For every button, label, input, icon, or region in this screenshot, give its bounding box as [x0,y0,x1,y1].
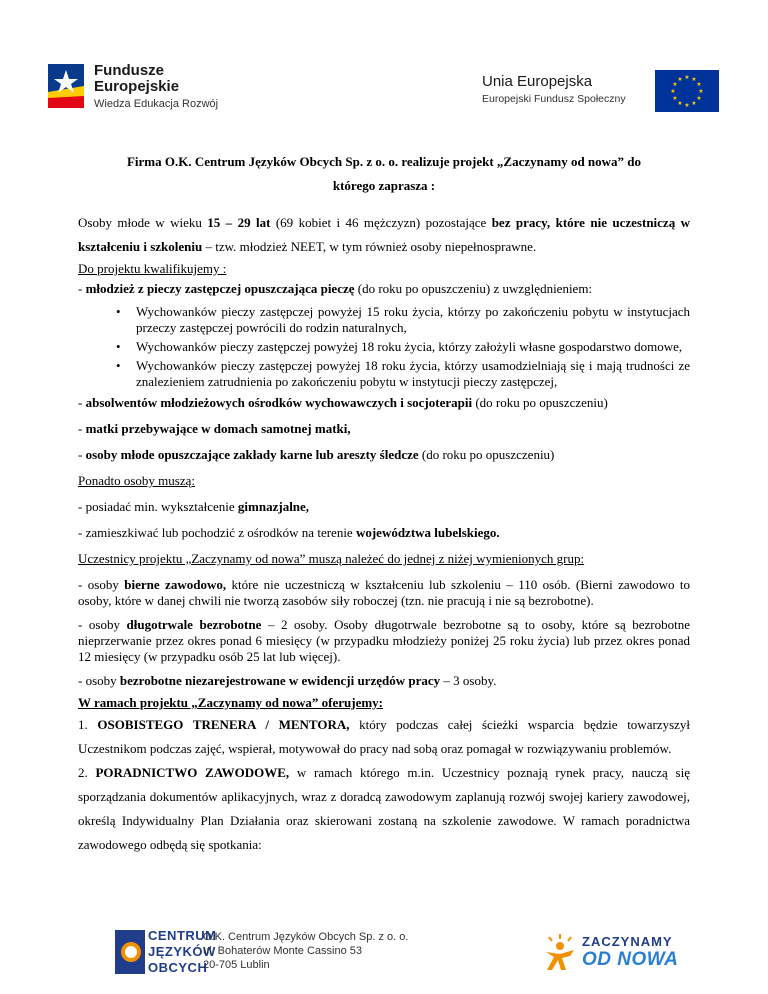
groups-passive-prefix: - osoby [78,577,125,592]
svg-text:★: ★ [684,74,690,81]
qualify-foster-rest: (do roku po opuszczeniu) z uwzględnieniem: [354,281,593,296]
qualify-prison-prefix: - [78,447,86,462]
svg-text:★: ★ [672,95,678,102]
svg-text:★: ★ [670,88,676,95]
qualify-prison-bold: osoby młode opuszczające zakłady karne lub areszty śledcze [85,447,419,462]
groups-longterm-bold: długotrwale bezrobotne [126,617,262,632]
qualify-mothers [78,419,690,439]
offer-item-2-bold: PORADNICTWO ZAWODOWE, [95,765,290,780]
cjo-address-line: ul. Bohaterów Monte Cassino 53 [203,945,362,957]
must-education-bold: gimnazjalne, [237,499,310,514]
groups-longterm-prefix: - osoby [78,617,127,632]
cjo-word: OBCYCH [148,960,208,975]
fe-logo-line2: Europejskie [94,78,180,95]
intro-text-2: (69 kobiet i 46 mężczyzn) pozostające [270,215,492,230]
qualify-heading: Do projektu kwalifikujemy : [78,261,227,276]
cjo-address-line: O.K. Centrum Języków Obcych Sp. z o. o. [203,931,409,943]
offer-item-2-number: 2. [78,765,96,780]
must-residence-bold: województwa lubelskiego. [355,525,500,540]
intro-text-1: Osoby młode w wieku [78,215,208,230]
must-residence [78,523,690,543]
cjo-word: CENTRUM [148,928,217,943]
groups-longterm [78,617,690,665]
offer-item-counseling [78,761,690,857]
svg-text:★: ★ [696,81,702,88]
qualify-mothers-bold: matki przebywające w domach samotnej matki, [85,421,351,436]
list-item: • Wychowanków pieczy zastępczej powyżej 15 roku życia, którzy po zakończeniu pobytu w instytucjach przeczy zastępczej powrócili do rodzin naturalnych, [78,304,690,336]
cjo-word: JĘZYKÓW [148,944,216,959]
svg-text:★: ★ [677,76,683,83]
svg-text:★: ★ [698,88,704,95]
zaczynamy-od-nowa-logo [540,928,710,978]
svg-text:★: ★ [691,100,697,107]
cjo-address-line: 20-705 Lublin [203,959,270,971]
offer-item-2-rest: w ramach którego m.in. Uczestnicy poznają rynek pracy, nauczą się sporządzania dokumentów aplikacyjnych, wraz z doradcą zawodowym zaplanują rozwój swojej kariery zawodowej, określą Indywidualny Plan Działania oraz skierowani zostaną na szkolenie zawodowe. W ramach poradnictwa zawodowego odbędą się spotkania: [78,765,690,852]
svg-text:★: ★ [691,76,697,83]
eu-flag-icon [655,70,719,112]
document-title [78,150,690,198]
zon-line2: OD NOWA [582,949,679,970]
qualify-foster [78,279,690,299]
document-body [78,150,690,857]
groups-longterm-rest: – 2 osoby. Osoby długotrwale bezrobotne są to osoby, które są bezrobotne nieprzerwanie przez okres ponad 6 miesięcy (w przypadku młodzieży poniżej 25 roku życia) lub przez okres ponad 12 miesięcy (w przypadku osób 25 lat lub więcej). [78,617,691,664]
unia-europejska-logo [482,70,722,110]
must-heading: Ponadto osoby muszą: [78,473,195,488]
title-line2: którego zaprasza : [332,178,436,193]
groups-unregistered [78,673,690,689]
qualify-foster-bold: młodzież z pieczy zastępczej opuszczająca pieczę [85,281,355,296]
intro-paragraph [78,211,690,259]
list-item: • Wychowanków pieczy zastępczej powyżej 18 roku życia, którzy założyli własne gospodarstwo domowe, [78,339,690,355]
fe-star-icon [44,62,88,110]
qualify-graduates-prefix: - [78,395,86,410]
must-residence-text: - zamieszkiwać lub pochodzić z ośrodków na terenie [78,525,356,540]
list-item: • Wychowanków pieczy zastępczej powyżej 18 roku życia, którzy usamodzielniają się i mają trudności ze znalezieniem zatrudnienia po zakończeniu pobytu w instytucji pieczy zastępczej, [78,358,690,390]
groups-unregistered-bold: bezrobotne niezarejestrowane w ewidencji urzędów pracy [119,673,441,688]
qualify-graduates [78,393,690,413]
fe-logo-line3: Wiedza Edukacja Rozwój [94,98,219,110]
ue-logo-line1: Unia Europejska [482,73,593,90]
svg-text:★: ★ [677,100,683,107]
groups-unregistered-rest: – 3 osoby. [440,673,497,688]
centrum-jezykow-obcych-logo [115,928,435,978]
svg-text:★: ★ [672,81,678,88]
fe-logo-line1: Fundusze [94,62,164,79]
offer-item-1-rest: który podczas całej ścieżki wsparcia będzie towarzyszył Uczestnikom podczas zajęć, wspierał, motywował do pracy nad sobą oraz pomagał w rozwiązywaniu problemów. [78,717,691,756]
offer-heading-text: W ramach projektu „Zaczynamy od nowa” oferujemy: [78,695,383,710]
groups-unregistered-prefix: - osoby [78,673,120,688]
groups-passive-bold: bierne zawodowo, [124,577,227,592]
title-line1: Firma O.K. Centrum Języków Obcych Sp. z o. o. realizuje projekt „Zaczynamy od nowa” do [126,154,642,169]
qualify-prison [78,445,690,465]
groups-heading: Uczestnicy projektu „Zaczynamy od nowa” muszą należeć do jednej z niżej wymienionych grup: [78,551,585,566]
qualify-mothers-prefix: - [78,421,86,436]
qualify-prison-rest: (do roku po opuszczeniu) [418,447,555,462]
intro-age-range: 15 – 29 lat [207,215,271,230]
fundusze-europejskie-logo [44,58,244,114]
offer-item-mentor [78,713,690,761]
groups-passive [78,577,690,609]
must-education [78,497,690,517]
zon-line1: ZACZYNAMY [582,934,673,949]
intro-text-3: – tzw. młodzież NEET, w tym również osoby niepełnosprawne. [202,239,537,254]
qualify-foster-prefix: - [78,281,86,296]
offer-item-1-bold: OSOBISTEGO TRENERA / MENTORA, [97,717,350,732]
ue-logo-line2: Europejski Fundusz Społeczny [482,93,626,105]
offer-item-1-number: 1. [78,717,98,732]
jumping-person-icon [540,932,580,974]
qualify-graduates-rest: (do roku po opuszczeniu) [472,395,608,410]
intro-status: bez pracy, które nie uczestniczą w kształceniu i szkoleniu [78,215,690,254]
offer-heading [78,693,690,713]
cjo-mark-icon [115,928,217,976]
cjo-address [203,930,408,972]
svg-text:★: ★ [696,95,702,102]
groups-passive-rest: które nie uczestniczą w kształceniu lub szkoleniu – 110 osób. (Bierni zawodowo to osoby, które w danej chwili nie tworzą zasobów siły roboczej (tzn. nie pracują i nie są bezrobotne). [78,577,690,608]
must-education-text: - posiadać min. wykształcenie [78,499,238,514]
foster-bullet-list [78,304,690,390]
svg-text:★: ★ [684,102,690,109]
qualify-graduates-bold: absolwentów młodzieżowych ośrodków wychowawczych i socjoterapii [85,395,473,410]
